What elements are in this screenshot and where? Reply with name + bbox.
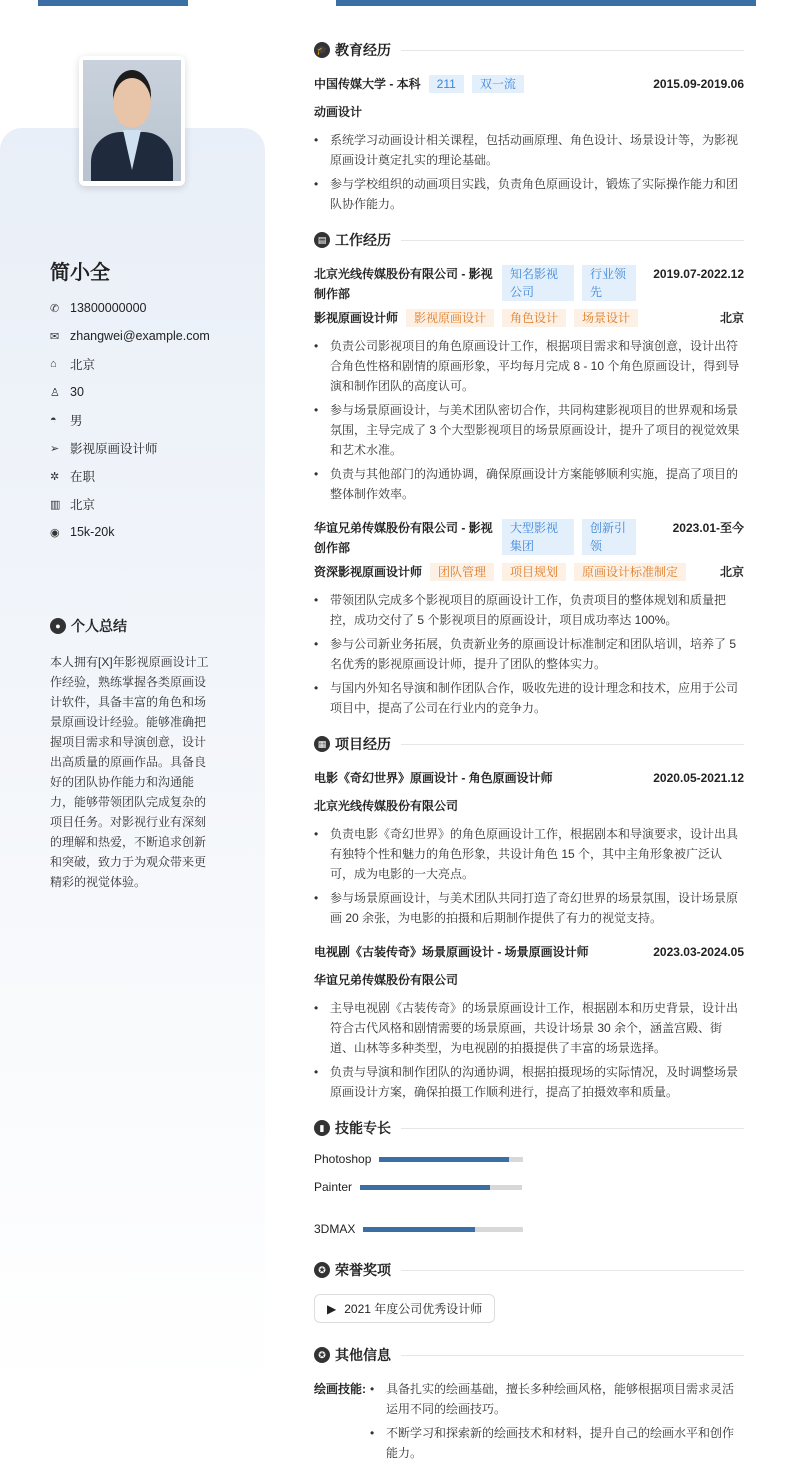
skill-item [314,1180,522,1194]
bullet-item: • 负责与其他部门的沟通协调，确保原画设计方案能够顺利实施，提高了项目的整体制作效率。 [314,464,744,504]
skill-tag: 场景设计 [574,309,638,327]
skill-bar [360,1185,522,1190]
mail-icon: ✉ [50,330,60,343]
job-role: 影视原画设计师 [314,311,399,325]
bullet-item: • 主导电视剧《古装传奇》的场景原画设计工作，根据剧本和历史背景，设计出符合古代风格和剧情需要的场景原画，共设计场景 30 余个，涵盖宫殿、街道、山林等多种类型，为电视剧的拍摄提供了丰富的场景选择。 [314,998,744,1058]
bullet-item: • 参与场景原画设计，与美术团队共同打造了奇幻世界的场景氛围，设计场景原画 20 余张，为电影的拍摄和后期制作提供了有力的视觉支持。 [314,888,744,928]
briefcase-icon: ▤ [314,232,330,248]
avatar [79,56,185,186]
date: 2019.07-2022.12 [653,267,744,281]
phone-icon: ✆ [50,302,60,315]
date: 2023.03-2024.05 [653,945,744,959]
bullet-item: • 系统学习动画设计相关课程，包括动画原理、角色设计、场景设计等，为影视原画设计奠定扎实的理论基础。 [314,130,744,170]
work-item [314,264,744,504]
project-item [314,942,744,1102]
company-tag: 创新引领 [582,519,636,555]
section-other: ✪ 其他信息 [314,1343,744,1367]
school-tag: 双一流 [472,75,524,93]
info-row: ➢ 影视原画设计师 [50,442,158,456]
award-item[interactable]: ▶ 2021 年度公司优秀设计师 [314,1294,495,1323]
school-tag: 211 [429,75,464,93]
building-icon: ▥ [50,498,61,511]
summary-heading: ● 个人总结 [50,616,127,636]
date: 2020.05-2021.12 [653,771,744,785]
chart-icon: ▮ [314,1120,330,1136]
company-tag: 知名影视公司 [502,265,574,301]
bullet-item: • 参与学校组织的动画项目实践，负责角色原画设计，锻炼了实际操作能力和团队协作能力。 [314,174,744,214]
skill-name: Photoshop [314,1152,372,1166]
skill-name: 3DMAX [314,1222,356,1236]
company-tag: 行业领先 [582,265,636,301]
skill-item [314,1222,523,1236]
skill-tag: 项目规划 [502,563,566,581]
info-row: ◓ 男 [50,414,83,428]
skill-tag: 角色设计 [502,309,566,327]
date: 2015.09-2019.06 [653,77,744,91]
divider [401,240,744,241]
date: 2023.01-至今 [672,521,744,535]
send-icon: ➢ [50,442,60,455]
skill-name: Painter [314,1180,353,1194]
skill-bar [379,1157,523,1162]
section-projects: ▦ 项目经历 [314,732,744,756]
info-row: ◉ 15k-20k [50,525,115,539]
project-org: 华谊兄弟传媒股份有限公司 [314,973,459,987]
project-name: 电影《奇幻世界》原画设计 - 角色原画设计师 [314,771,553,785]
other-label: 绘画技能: [314,1382,366,1396]
section-skills: ▮ 技能专长 [314,1116,744,1140]
bullet-item: • 与国内外知名导演和制作团队合作，吸收先进的设计理念和技术，应用于公司项目中，提高了公司在行业内的竞争力。 [314,678,744,718]
bullet-item: • 参与场景原画设计，与美术团队密切合作，共同构建影视项目的世界观和场景氛围，主导完成了 3 个大型影视项目的场景原画设计，提升了项目的视觉效果和艺术水准。 [314,400,744,460]
bullet-item: • 负责电影《奇幻世界》的角色原画设计工作，根据剧本和导演要求，设计出具有独特个性和魅力的角色形象，共设计角色 15 个，其中主角形象被广泛认可，成为电影的一大亮点。 [314,824,744,884]
bullet-item: • 不断学习和探索新的绘画技术和材料，提升自己的绘画水平和创作能力。 [370,1423,744,1463]
work-item [314,518,744,718]
money-icon: ◉ [50,526,60,539]
graduation-cap-icon: 🎓 [314,42,330,58]
major: 动画设计 [314,105,363,119]
status-icon: ✲ [50,470,60,483]
info-row: ✲ 在职 [50,470,96,484]
city: 北京 [719,565,744,579]
job-role: 资深影视原画设计师 [314,565,423,579]
skill-tag: 原画设计标准制定 [574,563,686,581]
divider [401,1128,744,1129]
section-education: 🎓 教育经历 [314,38,744,62]
summary-text: 本人拥有[X]年影视原画设计工作经验，熟练掌握各类原画设计软件，具备丰富的角色和场景原画设计经验。能够准确把握项目需求和导演创意，设计出高质量的原画作品。具备良好的团队协作能力和沟通能力，能够带领团队完成复杂的项目任务。对影视行业有深刻的理解和热爱，不断追求创新和突破，致力于为观众带来更精彩的视觉体验。 [50,655,209,889]
skill-bar [363,1227,523,1232]
school-name: 中国传媒大学 - 本科 [314,77,421,91]
info-row: ▥ 北京 [50,498,96,512]
award-icon: ✪ [314,1262,330,1278]
city: 北京 [719,311,744,325]
bullet-item: • 负责公司影视项目的角色原画设计工作，根据项目需求和导演创意，设计出符合角色性格和剧情的原画形象，平均每月完成 8 - 10 个角色原画设计，得到导演和制作团队的高度认可。 [314,336,744,396]
divider [401,1270,744,1271]
top-accent-bar-left [38,0,188,6]
project-name: 电视剧《古装传奇》场景原画设计 - 场景原画设计师 [314,945,589,959]
company-name: 华谊兄弟传媒股份有限公司 - 影视创作部 [314,521,493,555]
info-row: ♙ 30 [50,385,84,399]
home-icon: ⌂ [50,358,57,370]
project-item [314,768,744,928]
cake-icon: ♙ [50,386,60,399]
main-content [314,38,744,1467]
skill-tag: 影视原画设计 [406,309,494,327]
top-accent-bar-right [336,0,756,6]
divider [401,50,744,51]
info-row: ✉ zhangwei@example.com [50,329,210,343]
user-icon: ● [50,618,66,634]
candidate-name: 简小全 [50,262,110,284]
company-name: 北京光线传媒股份有限公司 - 影视制作部 [314,267,493,301]
contact-info [50,294,210,546]
bullet-item: • 具备扎实的绘画基础，擅长多种绘画风格，能够根据项目需求灵活运用不同的绘画技巧。 [370,1379,744,1419]
skill-tag: 团队管理 [430,563,494,581]
triangle-right-icon: ▶ [327,1301,337,1316]
section-work: ▤ 工作经历 [314,228,744,252]
bullet-item: • 负责与导演和制作团队的沟通协调，根据拍摄现场的实际情况，及时调整场景原画设计方案，确保拍摄工作顺利进行，提高了拍摄效率和质量。 [314,1062,744,1102]
bullet-item: • 带领团队完成多个影视项目的原画设计工作，负责项目的整体规划和质量把控，成功交付了 5 个影视项目的原画设计，项目成功率达 100%。 [314,590,744,630]
info-row: ⌂ 北京 [50,358,96,372]
project-org: 北京光线传媒股份有限公司 [314,799,459,813]
skill-item [314,1152,523,1166]
info-icon: ✪ [314,1347,330,1363]
info-row: ✆ 13800000000 [50,301,147,315]
gender-icon: ◓ [50,414,57,426]
grid-icon: ▦ [314,736,330,752]
section-awards: ✪ 荣誉奖项 [314,1258,744,1282]
divider [401,744,744,745]
bullet-item: • 参与公司新业务拓展，负责新业务的原画设计标准制定和团队培训，培养了 5 名优秀的影视原画设计师，提升了团队的整体实力。 [314,634,744,674]
company-tag: 大型影视集团 [502,519,574,555]
divider [401,1355,744,1356]
